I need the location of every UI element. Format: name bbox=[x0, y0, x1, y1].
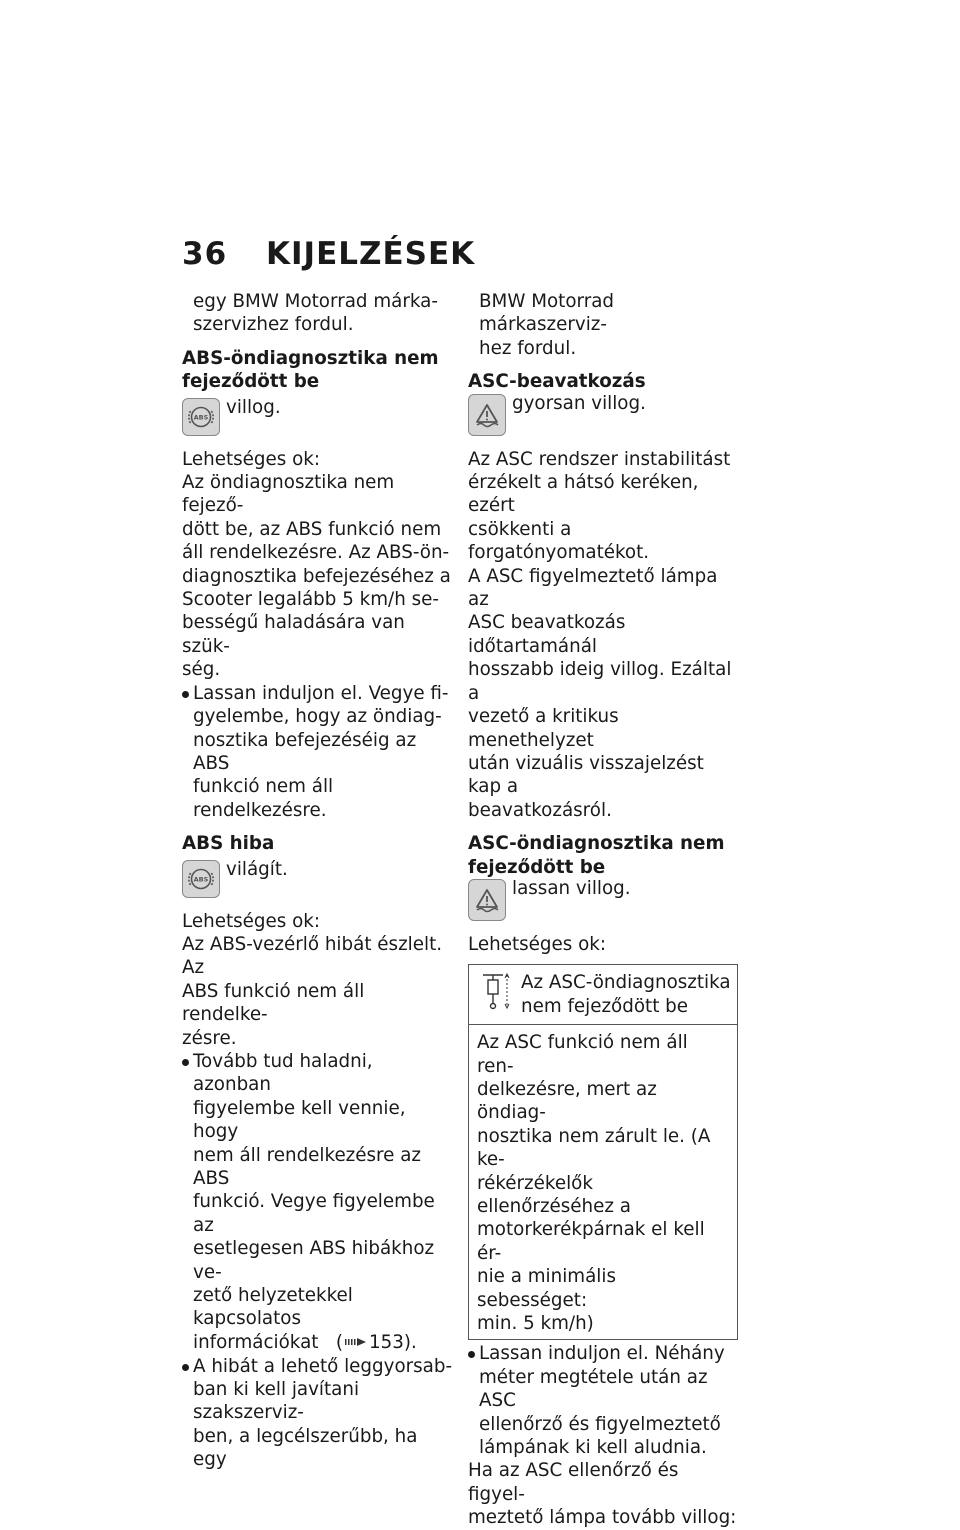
asc-intervention-heading: ASC-beavatkozás bbox=[468, 371, 646, 393]
abs-diag-bullet: Lassan induljon el. Vegye fi- gyelembe, hogy az öndiag- nosztika befejezéséig az ABS funkció nem áll rendelkezésre. bbox=[182, 682, 454, 822]
page-reference-arrow-icon[interactable] bbox=[345, 1331, 367, 1354]
asc-diag-after-text: Ha az ASC ellenőrző és figyel- meztető lámpa tovább villog: bbox=[468, 1460, 737, 1529]
svg-text:ABS: ABS bbox=[193, 413, 209, 422]
asc-warning-icon bbox=[468, 394, 506, 436]
info-box-body: Az ASC funkció nem áll ren- delkezésre, mert az öndiag- nosztika nem zárult le. (A ke- rékérzékelők ellenőrzéséhez a motorkerékpárnak el kell ér- nie a minimális sebességet: min. 5 km/h) bbox=[477, 1032, 711, 1335]
abs-fault-cause-label: Lehetséges ok: bbox=[182, 910, 321, 932]
asc-diag-indicator-row bbox=[468, 877, 740, 921]
svg-text:ABS: ABS bbox=[193, 875, 209, 884]
abs-fault-indicator-row bbox=[182, 858, 454, 898]
abs-diag-cause-label: Lehetséges ok: bbox=[182, 448, 321, 470]
asc-intervention-indicator-row bbox=[468, 392, 740, 436]
abs-warning-icon bbox=[182, 398, 220, 436]
info-box bbox=[468, 964, 738, 1340]
abs-fault-cause: Az ABS-vezérlő hibát észlelt. Az ABS funkció nem áll rendelke- zésre. bbox=[182, 933, 443, 1049]
abs-diag-indicator-text: villog. bbox=[226, 396, 281, 418]
abs-fault-bullet-2: A hibát a lehető leggyorsab- ban ki kell javítani szakszerviz- ben, a legcélszerűbb, ha egy bbox=[182, 1355, 454, 1472]
asc-warning-icon bbox=[468, 879, 506, 921]
page-header bbox=[182, 236, 475, 272]
abs-warning-icon bbox=[182, 860, 220, 898]
asc-intervention-text: Az ASC rendszer instabilitást érzékelt a hátsó keréken, ezért csökkenti a forgatónyomatékot. A ASC figyelmeztető lámpa az ASC beavatkozás időtartamánál hosszabb ideig villog. Ezáltal a vezető a kritikus menethelyzet után vizuális visszajelzést kap a beavatkozásról. bbox=[468, 448, 732, 821]
asc-diag-heading: ASC-öndiagnosztika nem fejeződött be bbox=[468, 833, 725, 878]
page-reference[interactable]: 153). bbox=[369, 1331, 417, 1353]
asc-diag-cause-label: Lehetséges ok: bbox=[468, 933, 607, 955]
right-intro-text: BMW Motorrad márkaszerviz- hez fordul. bbox=[479, 291, 615, 359]
asc-diag-indicator-text: lassan villog. bbox=[512, 877, 631, 899]
info-box-header bbox=[469, 965, 737, 1025]
abs-fault-bullet-1: Tovább tud haladni, azonban figyelembe kell vennie, hogy nem áll rendelkezésre az ABS funkció. Vegye figyelembe az esetlegesen ABS hibákhoz ve- zető helyzetekkel kapcsolatos információkat ( 153). bbox=[182, 1050, 454, 1355]
abs-diag-cause: Az öndiagnosztika nem fejező- dött be, az ABS funkció nem áll rendelkezésre. Az ABS-ön- diagnosztika befejezéséhez a Scooter legalább 5 km/h se- bességű haladására van szük- ség. bbox=[182, 472, 451, 681]
page-title: KIJELZÉSEK bbox=[266, 236, 476, 272]
asc-intervention-indicator-text: gyorsan villog. bbox=[512, 392, 646, 414]
info-box-title: Az ASC-öndiagnosztika nem fejeződött be bbox=[521, 972, 731, 1017]
intro-text: egy BMW Motorrad márka- szervizhez fordul. bbox=[193, 291, 438, 336]
abs-diag-indicator-row bbox=[182, 396, 454, 436]
right-column bbox=[468, 290, 740, 1530]
abs-fault-indicator-text: világít. bbox=[226, 858, 288, 880]
abs-fault-heading: ABS hiba bbox=[182, 833, 275, 855]
measurement-tool-icon bbox=[477, 971, 513, 1017]
page-number: 36 bbox=[182, 236, 228, 272]
abs-diag-heading: ABS-öndiagnosztika nem fejeződött be bbox=[182, 347, 439, 393]
left-column bbox=[182, 290, 454, 1472]
asc-diag-bullet: Lassan induljon el. Néhány méter megtétele után az ASC ellenőrző és figyelmeztető lámpának ki kell aludnia. bbox=[468, 1342, 740, 1459]
